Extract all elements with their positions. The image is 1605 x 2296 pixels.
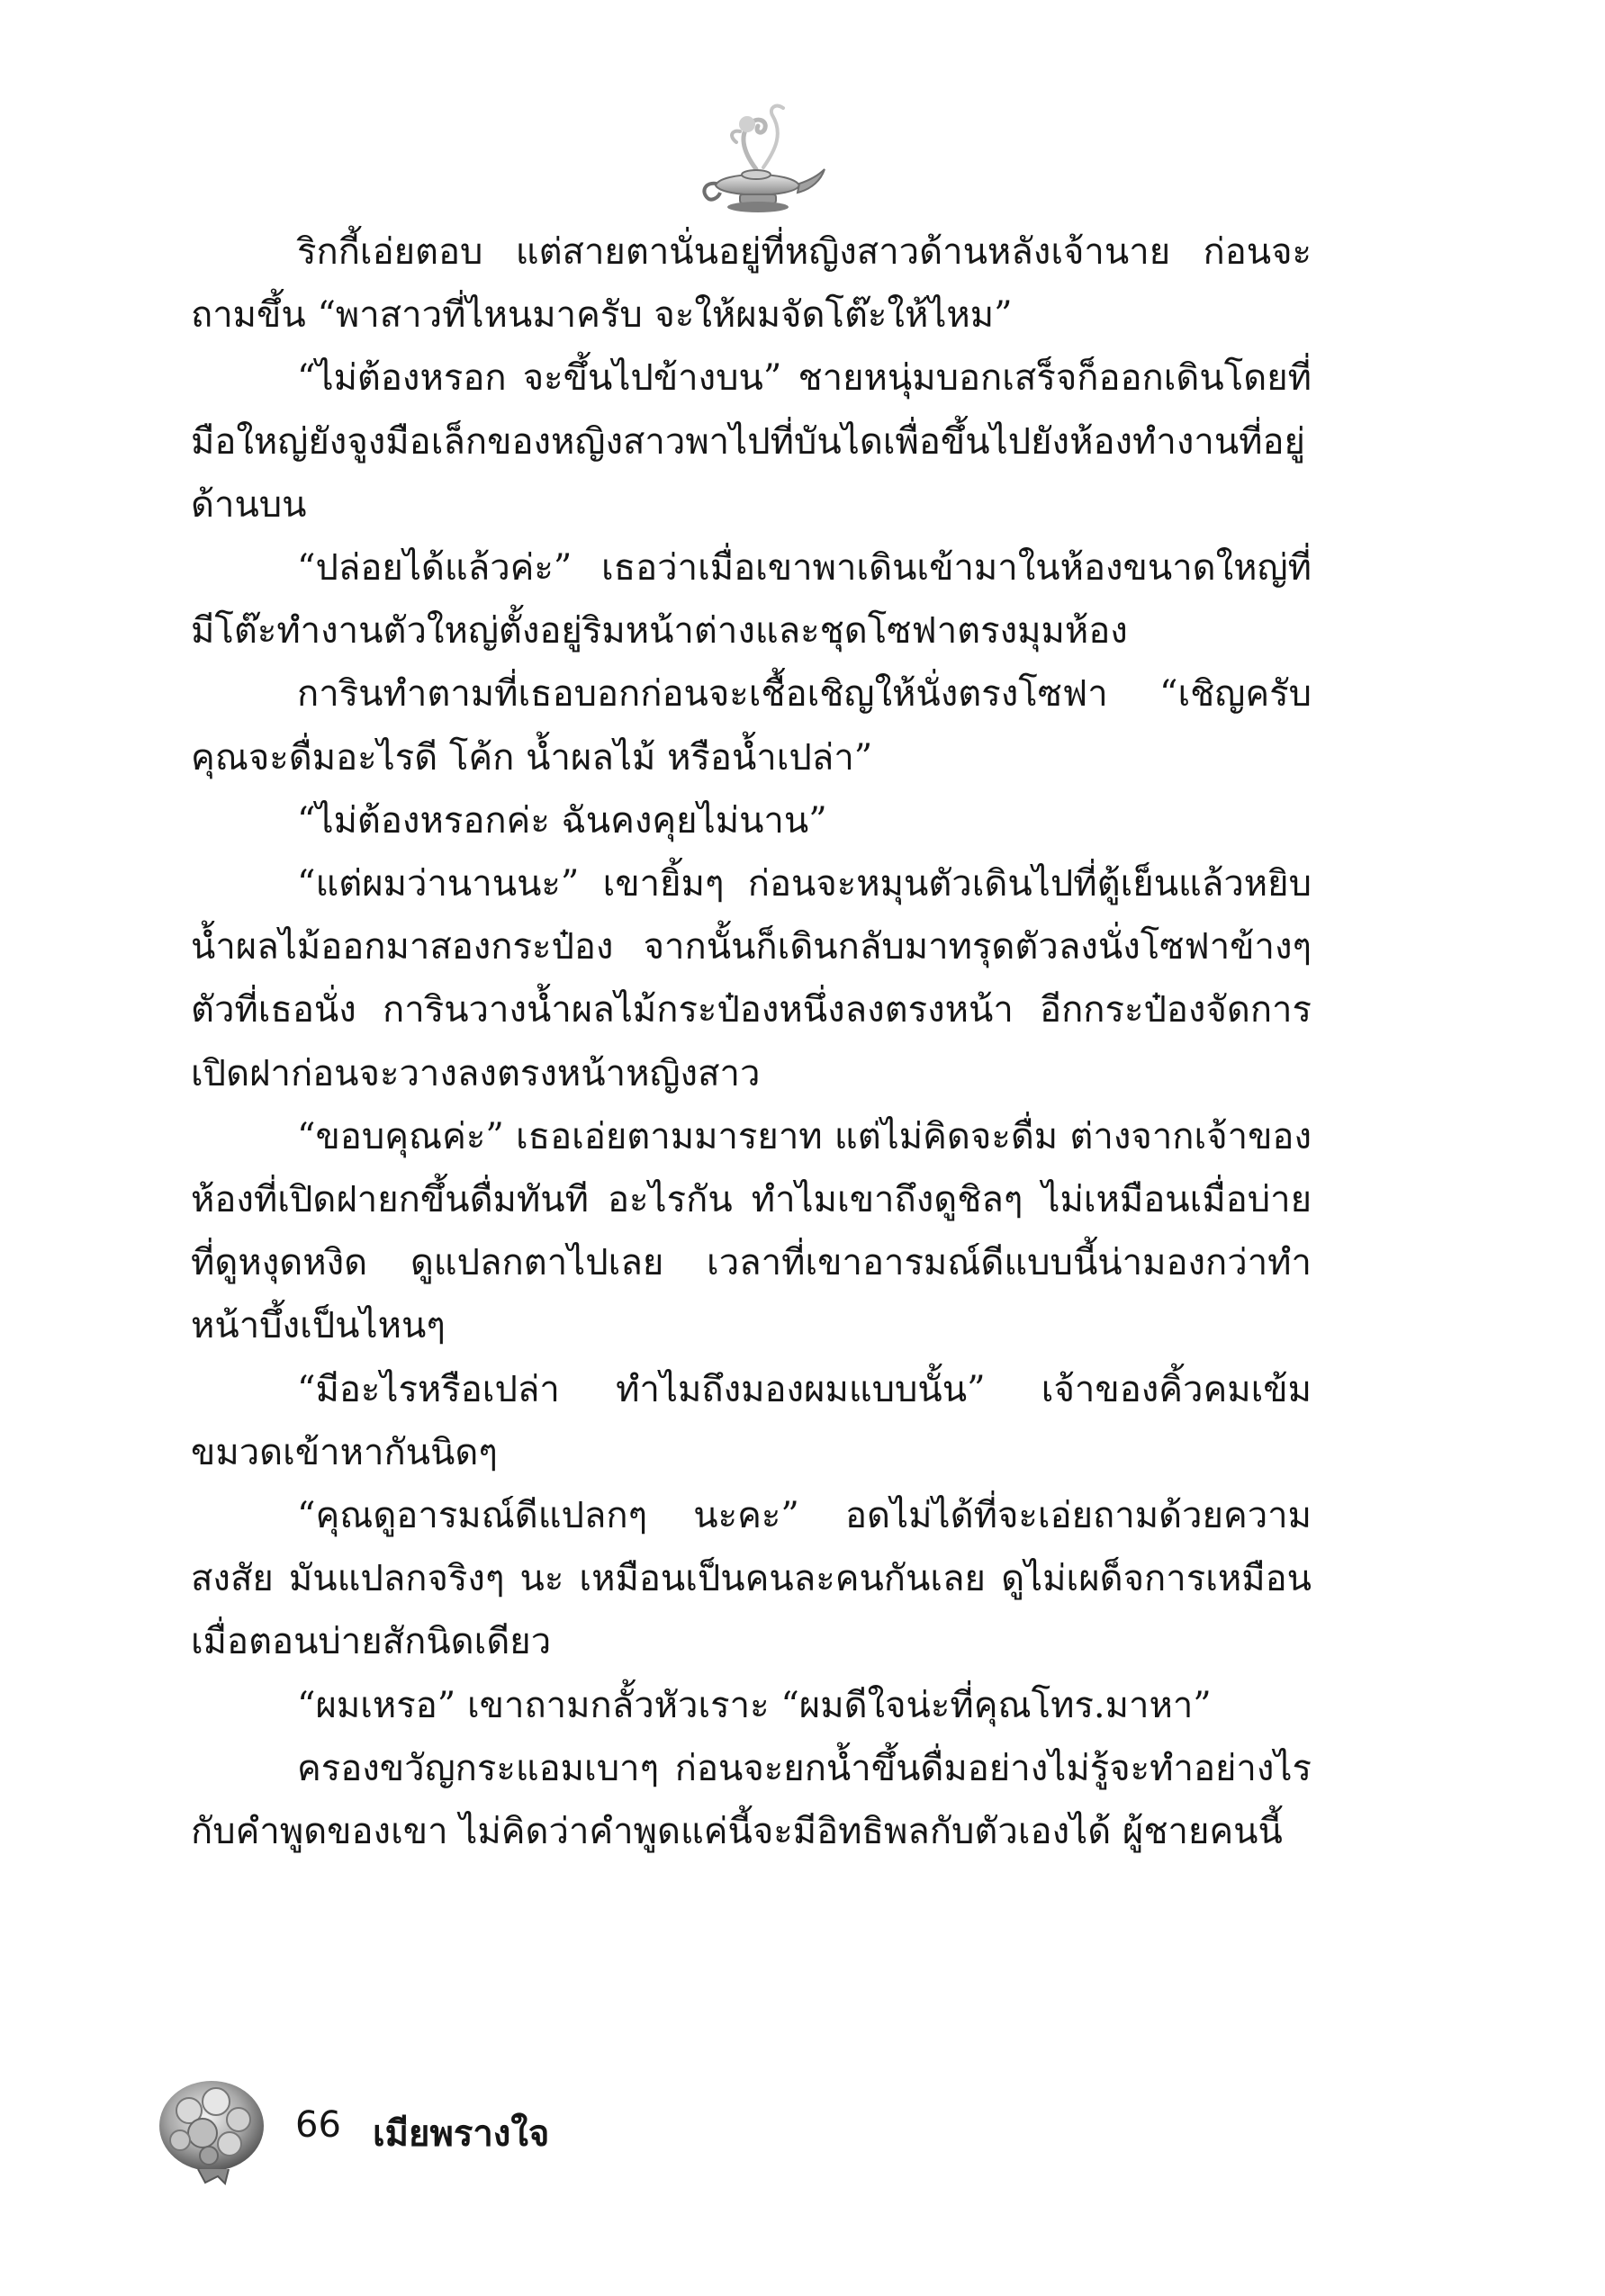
teapot-genie-icon bbox=[693, 97, 828, 223]
paragraph: “แต่ผมว่านานนะ” เขายิ้มๆ ก่อนจะหมุนตัวเดินไปที่ตู้เย็นแล้วหยิบน้ำผลไม้ออกมาสองกระป๋อง จากนั้นก็เดินกลับมาทรุดตัวลงนั่งโซฟาข้างๆ ตัวที่เธอนั่ง การินวางน้ำผลไม้กระป๋องหนึ่งลงตรงหน้า อีกกระป๋องจัดการเปิดฝาก่อนจะวางลงตรงหน้าหญิงสาว bbox=[191, 863, 1312, 1094]
paragraph: “ขอบคุณค่ะ” เธอเอ่ยตามมารยาท แต่ไม่คิดจะดื่ม ต่างจากเจ้าของห้องที่เปิดฝายกขึ้นดื่มทันที อะไรกัน ทำไมเขาถึงดูชิลๆ ไม่เหมือนเมื่อบ่ายที่ดูหงุดหงิด ดูแปลกตาไปเลย เวลาที่เขาอารมณ์ดีแบบนี้น่ามองกว่าทำหน้าบึ้งเป็นไหนๆ bbox=[191, 1115, 1312, 1347]
paragraph: “มีอะไรหรือเปล่า ทำไมถึงมองผมแบบนั้น” เจ้าของคิ้วคมเข้มขมวดเข้าหากันนิดๆ bbox=[191, 1368, 1312, 1473]
body-text bbox=[191, 221, 1312, 1863]
flower-bouquet-icon bbox=[153, 2070, 270, 2187]
book-title: เมียพรางใจ bbox=[373, 2113, 550, 2155]
paragraph: “ปล่อยได้แล้วค่ะ” เธอว่าเมื่อเขาพาเดินเข้ามาในห้องขนาดใหญ่ที่มีโต๊ะทำงานตัวใหญ่ตั้งอยู่ริมหน้าต่างและชุดโซฟาตรงมุมห้อง bbox=[191, 547, 1312, 653]
page-number: 66 bbox=[295, 2104, 341, 2146]
paragraph: การินทำตามที่เธอบอกก่อนจะเชื้อเชิญให้นั่งตรงโซฟา “เชิญครับคุณจะดื่มอะไรดี โค้ก น้ำผลไม้ หรือน้ำเปล่า” bbox=[191, 673, 1312, 779]
paragraph: “ไม่ต้องหรอกค่ะ ฉันคงคุยไม่นาน” bbox=[297, 799, 827, 842]
page-footer bbox=[153, 2070, 783, 2187]
paragraph: “ไม่ต้องหรอก จะขึ้นไปข้างบน” ชายหนุ่มบอกเสร็จก็ออกเดินโดยที่มือใหญ่ยังจูงมือเล็กของหญิงสาวพาไปที่บันไดเพื่อขึ้นไปยังห้องทำงานที่อยู่ด้านบน bbox=[191, 357, 1312, 526]
paragraph: “ผมเหรอ” เขาถามกลั้วหัวเราะ “ผมดีใจน่ะที่คุณโทร.มาหา” bbox=[297, 1684, 1212, 1726]
paragraph: “คุณดูอารมณ์ดีแปลกๆ นะคะ” อดไม่ได้ที่จะเอ่ยถามด้วยความสงสัย มันแปลกจริงๆ นะ เหมือนเป็นคนละคนกันเลย ดูไม่เผด็จการเหมือนเมื่อตอนบ่ายสักนิดเดียว bbox=[191, 1495, 1312, 1663]
paragraph: ริกกี้เอ่ยตอบ แต่สายตานั่นอยู่ที่หญิงสาวด้านหลังเจ้านาย ก่อนจะถามขึ้น “พาสาวที่ไหนมาครับ จะให้ผมจัดโต๊ะให้ไหม” bbox=[191, 231, 1312, 337]
paragraph: ครองขวัญกระแอมเบาๆ ก่อนจะยกน้ำขึ้นดื่มอย่างไม่รู้จะทำอย่างไรกับคำพูดของเขา ไม่คิดว่าคำพูดแค่นี้จะมีอิทธิพลกับตัวเองได้ ผู้ชายคนนี้ bbox=[191, 1747, 1312, 1853]
